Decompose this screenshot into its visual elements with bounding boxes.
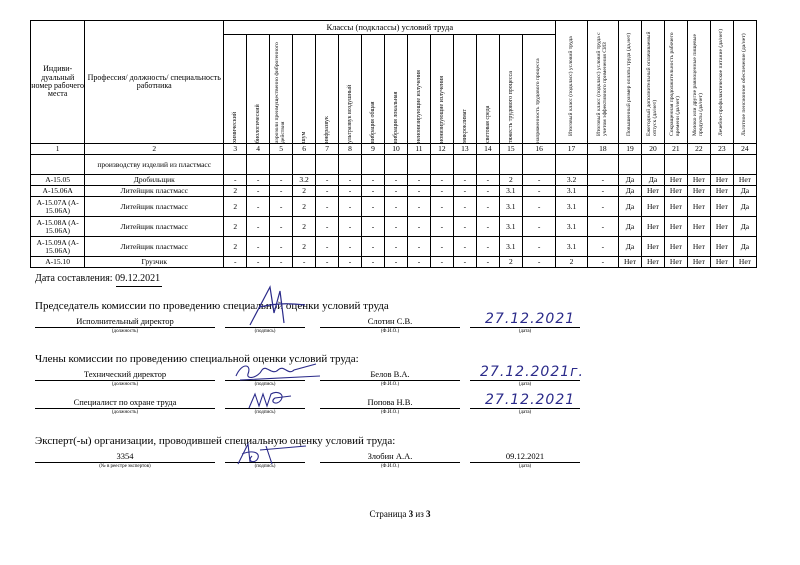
header-extra-8: Льготное пенсионное обеспечение (да/нет) <box>733 21 756 144</box>
table-cell: Нет <box>710 217 733 237</box>
header-extra-4: Ежегодный дополнительный оплачиваемый отпуск (да/нет) <box>641 21 664 144</box>
header-factor-5: инфразвук <box>316 35 339 144</box>
table-cell: - <box>476 257 499 268</box>
column-number: 18 <box>587 144 618 155</box>
header-factor-8: вибрация локальная <box>384 35 407 144</box>
table-cell: - <box>587 217 618 237</box>
header-factor-7: вибрация общая <box>362 35 385 144</box>
table-cell: - <box>453 186 476 197</box>
column-number: 21 <box>664 144 687 155</box>
table-cell: 2 <box>224 237 247 257</box>
member-1-name: Белов В.А. <box>370 369 410 379</box>
table-row <box>31 175 757 186</box>
member-1-signature <box>232 358 322 386</box>
column-number: 16 <box>522 144 556 155</box>
table-cell: - <box>430 186 453 197</box>
chairman-position: Исполнительный директор <box>76 316 174 326</box>
header-extra-3: Повышенный размер оплаты труда (да,нет) <box>619 21 642 144</box>
header-extra-7: Лечебно-профилактическое питание (да/нет) <box>710 21 733 144</box>
table-cell: - <box>522 186 556 197</box>
profession-name: Дробильщик <box>85 175 224 186</box>
table-cell: - <box>522 237 556 257</box>
column-number: 1 <box>31 144 85 155</box>
header-factor-2: биологический <box>247 35 270 144</box>
expert-heading: Эксперт(-ы) организации, проводившей специальную оценку условий труда: <box>35 435 396 447</box>
table-cell: Да <box>619 175 642 186</box>
table-cell: - <box>430 175 453 186</box>
table-cell: Да <box>641 175 664 186</box>
table-cell: - <box>339 257 362 268</box>
table-cell: 3.1 <box>556 237 587 257</box>
table-cell: 2 <box>224 197 247 217</box>
column-number: 17 <box>556 144 587 155</box>
workplace-id: A-15.05 <box>31 175 85 186</box>
header-extra-1: Итоговый класс (подкласс) условий труда <box>556 21 587 144</box>
table-cell: - <box>270 217 293 237</box>
column-number: 11 <box>407 144 430 155</box>
header-factor-9: неионизирующие излучения <box>407 35 430 144</box>
workplace-id: A-15.06A <box>31 186 85 197</box>
table-cell: - <box>384 237 407 257</box>
table-cell: 3.1 <box>556 217 587 237</box>
member-2-signature <box>245 388 295 414</box>
table-cell: - <box>339 197 362 217</box>
table-cell: - <box>362 186 385 197</box>
table-cell: - <box>270 186 293 197</box>
table-cell: - <box>476 197 499 217</box>
table-cell: 3.2 <box>556 175 587 186</box>
table-cell: - <box>247 186 270 197</box>
column-number: 3 <box>224 144 247 155</box>
table-cell: 2 <box>499 175 522 186</box>
column-number: 6 <box>293 144 316 155</box>
table-cell: - <box>430 257 453 268</box>
table-cell: - <box>384 175 407 186</box>
section-title: производству изделий из пластмасс <box>85 155 224 175</box>
table-cell: 2 <box>224 186 247 197</box>
profession-name: Грузчик <box>85 257 224 268</box>
profession-name: Литейщик пластмасс <box>85 197 224 217</box>
table-cell: Нет <box>687 186 710 197</box>
table-cell: - <box>476 237 499 257</box>
header-factor-14: напряженность трудового процесса <box>522 35 556 144</box>
table-cell: Да <box>619 186 642 197</box>
header-factor-13: тяжесть трудового процесса <box>499 35 522 144</box>
table-cell: - <box>362 237 385 257</box>
expert-signature <box>232 440 312 470</box>
table-cell: Нет <box>710 197 733 217</box>
table-cell: - <box>453 197 476 217</box>
table-cell: - <box>384 257 407 268</box>
table-cell: - <box>247 257 270 268</box>
table-cell: Да <box>733 237 756 257</box>
column-number: 14 <box>476 144 499 155</box>
table-cell: - <box>247 237 270 257</box>
column-number: 10 <box>384 144 407 155</box>
header-factor-3: аэрозоли преимущественно фиброгенного действия <box>270 35 293 144</box>
table-cell: Нет <box>710 257 733 268</box>
page-footer: Страница 3 из 3 <box>369 509 431 519</box>
header-workplace-number: Индиви-дуальный номер рабочего места <box>31 21 85 144</box>
table-cell: - <box>453 217 476 237</box>
page-current: 3 <box>408 509 414 519</box>
table-cell: - <box>522 197 556 217</box>
table-cell: 2 <box>293 237 316 257</box>
table-cell: - <box>247 175 270 186</box>
expert-name: Злобин А.А. <box>367 451 413 461</box>
table-cell: - <box>362 175 385 186</box>
column-number: 8 <box>339 144 362 155</box>
table-cell: - <box>270 197 293 217</box>
column-number: 9 <box>362 144 385 155</box>
table-cell: Нет <box>664 186 687 197</box>
table-cell: Нет <box>641 257 664 268</box>
table-cell: Нет <box>733 257 756 268</box>
table-cell: - <box>407 217 430 237</box>
table-cell: - <box>270 237 293 257</box>
table-cell: 3.1 <box>556 186 587 197</box>
expert-reg-number: 3354 <box>116 451 134 461</box>
table-cell: Нет <box>687 257 710 268</box>
table-cell: - <box>316 175 339 186</box>
table-cell: - <box>270 257 293 268</box>
table-cell: Нет <box>664 197 687 217</box>
chairman-signature <box>240 283 310 329</box>
table-cell: - <box>407 257 430 268</box>
column-number: 15 <box>499 144 522 155</box>
table-cell: Да <box>619 197 642 217</box>
table-cell: - <box>224 175 247 186</box>
compilation-date: Дата составления: 09.12.2021 <box>35 273 161 284</box>
table-cell: Да <box>619 237 642 257</box>
header-extra-6: Молоко или другие равноценные пищевые продукты (да/нет) <box>687 21 710 144</box>
table-cell: - <box>293 257 316 268</box>
table-cell: - <box>384 217 407 237</box>
chairman-date: 27.12.2021 <box>485 311 576 327</box>
header-factor-1: химический <box>224 35 247 144</box>
header-extra-2: Итоговый класс (подкласс) условий труда с учетом эффективного применения СИЗ <box>587 21 618 144</box>
table-cell: Нет <box>664 237 687 257</box>
table-cell: - <box>270 175 293 186</box>
table-cell: Да <box>733 217 756 237</box>
table-cell: - <box>384 186 407 197</box>
table-cell: - <box>339 237 362 257</box>
header-extra-5: Сокращенная продолжительность рабочего времени (да/нет) <box>664 21 687 144</box>
table-cell: - <box>339 186 362 197</box>
table-cell: 2 <box>293 217 316 237</box>
column-number: 23 <box>710 144 733 155</box>
table-cell: - <box>453 257 476 268</box>
column-number: 5 <box>270 144 293 155</box>
profession-name: Литейщик пластмасс <box>85 217 224 237</box>
column-number: 24 <box>733 144 756 155</box>
table-cell: 3.1 <box>499 186 522 197</box>
table-cell: Нет <box>687 175 710 186</box>
column-number: 13 <box>453 144 476 155</box>
column-number: 20 <box>641 144 664 155</box>
table-cell: 3.1 <box>499 197 522 217</box>
member-1-date: 27.12.2021г. <box>480 364 584 380</box>
table-cell: - <box>362 217 385 237</box>
table-cell: - <box>430 197 453 217</box>
table-cell: Нет <box>710 175 733 186</box>
table-cell: - <box>453 237 476 257</box>
table-cell: - <box>407 197 430 217</box>
table-cell: - <box>316 237 339 257</box>
column-number: 2 <box>85 144 224 155</box>
table-cell: - <box>384 197 407 217</box>
member-2-date: 27.12.2021 <box>485 392 576 408</box>
table-cell: Нет <box>710 237 733 257</box>
column-number: 4 <box>247 144 270 155</box>
table-cell: Нет <box>687 237 710 257</box>
column-number: 7 <box>316 144 339 155</box>
table-cell: Нет <box>641 197 664 217</box>
table-cell: - <box>224 257 247 268</box>
table-cell: Нет <box>664 175 687 186</box>
profession-name: Литейщик пластмасс <box>85 237 224 257</box>
table-cell: - <box>247 197 270 217</box>
header-factor-6: ультразвук воздушный <box>339 35 362 144</box>
column-numbers-row <box>31 144 757 155</box>
table-cell: 2 <box>556 257 587 268</box>
header-profession: Профессия/ должность/ специальность работника <box>85 21 224 144</box>
members-heading: Члены комиссии по проведению специальной оценки условий труда: <box>35 353 359 365</box>
table-row <box>31 186 757 197</box>
table-cell: - <box>476 186 499 197</box>
member-2-name: Попова Н.В. <box>367 397 413 407</box>
table-cell: - <box>453 175 476 186</box>
table-cell: - <box>476 175 499 186</box>
page-total: 3 <box>426 509 431 519</box>
table-row <box>31 197 757 217</box>
table-cell: Да <box>619 217 642 237</box>
header-factor-12: световая среда <box>476 35 499 144</box>
table-cell: - <box>407 186 430 197</box>
table-cell: - <box>316 197 339 217</box>
section-row <box>31 155 757 175</box>
chairman-name: Слотин С.В. <box>367 316 413 326</box>
workplace-id: A-15.09A (A-15.06A) <box>31 237 85 257</box>
table-cell: 3.1 <box>499 237 522 257</box>
column-number: 22 <box>687 144 710 155</box>
chairman-heading: Председатель комиссии по проведению специальной оценки условий труда <box>35 300 389 312</box>
table-cell: 2 <box>293 186 316 197</box>
table-cell: 3.1 <box>499 217 522 237</box>
table-cell: 3.2 <box>293 175 316 186</box>
member-1-position: Технический директор <box>83 369 167 379</box>
header-factor-10: ионизирующие излучения <box>430 35 453 144</box>
table-cell: - <box>430 237 453 257</box>
table-cell: - <box>587 197 618 217</box>
table-cell: 2 <box>499 257 522 268</box>
table-cell: - <box>247 217 270 237</box>
table-row <box>31 257 757 268</box>
table-cell: Нет <box>641 186 664 197</box>
table-cell: - <box>362 257 385 268</box>
table-cell: - <box>316 257 339 268</box>
table-cell: - <box>522 175 556 186</box>
header-classes-title: Классы (подклассы) условий труда <box>224 21 556 35</box>
table-cell: Да <box>733 197 756 217</box>
table-cell: Нет <box>619 257 642 268</box>
header-factor-11: микроклимат <box>453 35 476 144</box>
table-cell: - <box>339 217 362 237</box>
table-cell: - <box>587 257 618 268</box>
table-cell: - <box>587 237 618 257</box>
table-cell: Нет <box>664 257 687 268</box>
section-id-cell <box>31 155 85 175</box>
table-cell: Нет <box>733 175 756 186</box>
table-cell: - <box>316 186 339 197</box>
table-cell: - <box>522 257 556 268</box>
member-2-position: Специалист по охране труда <box>73 397 177 407</box>
header-factor-4: шум <box>293 35 316 144</box>
table-cell: - <box>587 175 618 186</box>
table-cell: - <box>362 197 385 217</box>
table-cell: - <box>476 217 499 237</box>
workplace-id: A-15.07A (A-15.06A) <box>31 197 85 217</box>
table-cell: Нет <box>687 217 710 237</box>
column-number: 19 <box>619 144 642 155</box>
profession-name: Литейщик пластмасс <box>85 186 224 197</box>
table-cell: Нет <box>687 197 710 217</box>
table-row <box>31 217 757 237</box>
workplace-id: A-15.08A (A-15.06A) <box>31 217 85 237</box>
table-cell: 3.1 <box>556 197 587 217</box>
table-cell: 2 <box>224 217 247 237</box>
table-cell: Нет <box>641 237 664 257</box>
table-cell: - <box>316 217 339 237</box>
column-number: 12 <box>430 144 453 155</box>
table-cell: - <box>407 175 430 186</box>
table-cell: Нет <box>710 186 733 197</box>
table-cell: - <box>587 186 618 197</box>
table-cell: Да <box>733 186 756 197</box>
table-row <box>31 237 757 257</box>
table-cell: Нет <box>641 217 664 237</box>
table-cell: 2 <box>293 197 316 217</box>
table-cell: Нет <box>664 217 687 237</box>
table-cell: - <box>339 175 362 186</box>
expert-date: 09.12.2021 <box>505 451 545 461</box>
workplace-id: A-15.10 <box>31 257 85 268</box>
table-cell: - <box>522 217 556 237</box>
sout-results-table <box>30 20 757 268</box>
table-cell: - <box>430 217 453 237</box>
table-cell: - <box>407 237 430 257</box>
